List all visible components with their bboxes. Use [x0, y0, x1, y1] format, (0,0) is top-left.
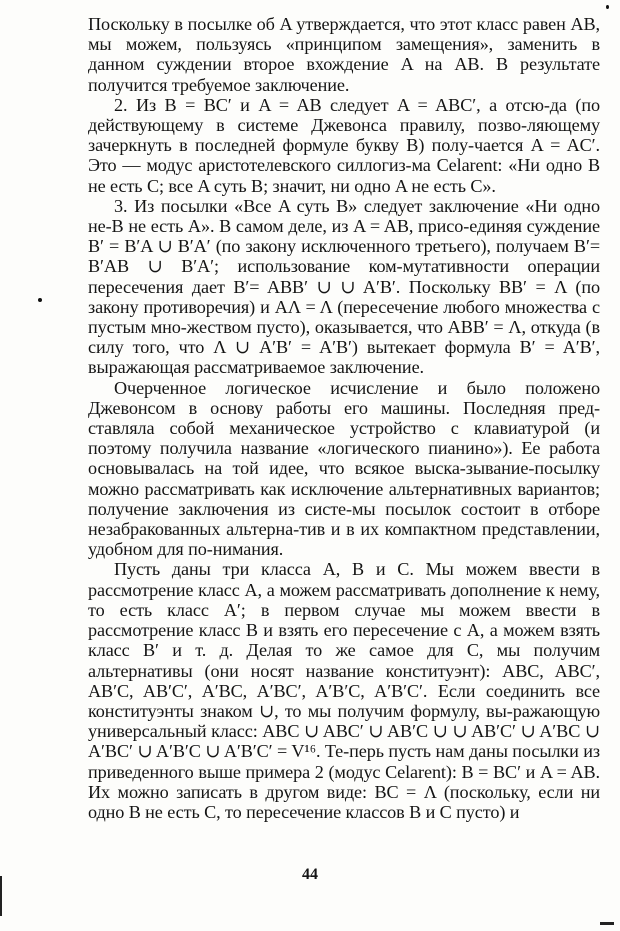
page-number: 44	[302, 866, 318, 883]
paragraph-1: Поскольку в посылке об A утверждается, что этот класс равен AB, мы можем, пользуясь «принципом замещения», заменить в данном суждении второе вхождение A на AB. В результате получится требуемое заключение.	[88, 14, 600, 95]
scan-edge-mark-bottom-right	[600, 922, 614, 925]
scan-speck-left	[38, 298, 42, 302]
paragraph-4: Очерченное логическое исчисление и было положено Джевонсом в основу работы его машины. Последняя пред-ставляла собой механическое устройство с клавиатурой (и поэтому получила название «логического пианино»). Ее работа основывалась на той идее, что всякое выска-зывание-посылку можно рассматривать как исключение альтернативных вариантов; получение заключения из систе-мы посылок состоит в отборе незабракованных альтерна-тив и в их компактном представлении, удобном для по-нимания.	[88, 377, 600, 560]
scan-speck-top-right	[606, 5, 609, 9]
paragraph-3: 3. Из посылки «Все A суть B» следует заключение «Ни одно не-B не есть A». В самом деле, из A = AB, присо-единяя суждение B′ = B′A ∪ B′A′ (по закону исключенного третьего), получаем B′= B′AB ∪ B′A′; использование ком-мутативности операции пересечения дает B′= ABB′ ∪ ∪ A′B′. Поскольку BB′ = Λ (по закону противоречия) и AΛ = Λ (пересечение любого множества с пустым мно-жеством пусто), оказывается, что ABB′ = Λ, откуда (в силу того, что Λ ∪ A′B′ = A′B′) вытекает формула B′ = A′B′, выражающая рассматриваемое заключение.	[88, 195, 600, 378]
scan-edge-mark-bottom-left	[0, 876, 2, 916]
paragraph-5: Пусть даны три класса A, B и C. Мы можем ввести в рассмотрение класс A, а можем рассматривать дополнение к нему, то есть класс A′; в первом случае мы можем ввести в рассмотрение класс B и взять его пересечение с A, а можем взять класс B′ и т. д. Делая то же самое для C, мы получим альтернативы (они носят название конституэнт): ABC, ABC′, AB′C, AB′C′, A′BC, A′BC′, A′B′C, A′B′C′. Если соединить все конституэнты знаком ∪, то мы получим формулу, вы-ражающую универсальный класс: ABC ∪ ABC′ ∪ AB′C ∪ ∪ AB′C′ ∪ A′BC ∪ A′BC′ ∪ A′B′C ∪ A′B′C′ = V¹⁶. Те-перь пусть нам даны посылки из приведенного выше примера 2 (модус Celarent): B = BC′ и A = AB. Их можно записать в другом виде: BC = Λ (поскольку, если ни одно B не есть C, то пересечение классов B и C пусто) и	[88, 559, 600, 822]
paragraph-2: 2. Из B = BC′ и A = AB следует A = ABC′, а отсю-да (по действующему в системе Джевонса правилу, позво-ляющему зачеркнуть в последней формуле букву B) полу-чается A = AC′. Это — модус аристотелевского силлогиз-ма Celarent: «Ни одно B не есть C; все A суть B; значит, ни одно A не есть C».	[88, 94, 600, 196]
body-text	[88, 14, 600, 822]
